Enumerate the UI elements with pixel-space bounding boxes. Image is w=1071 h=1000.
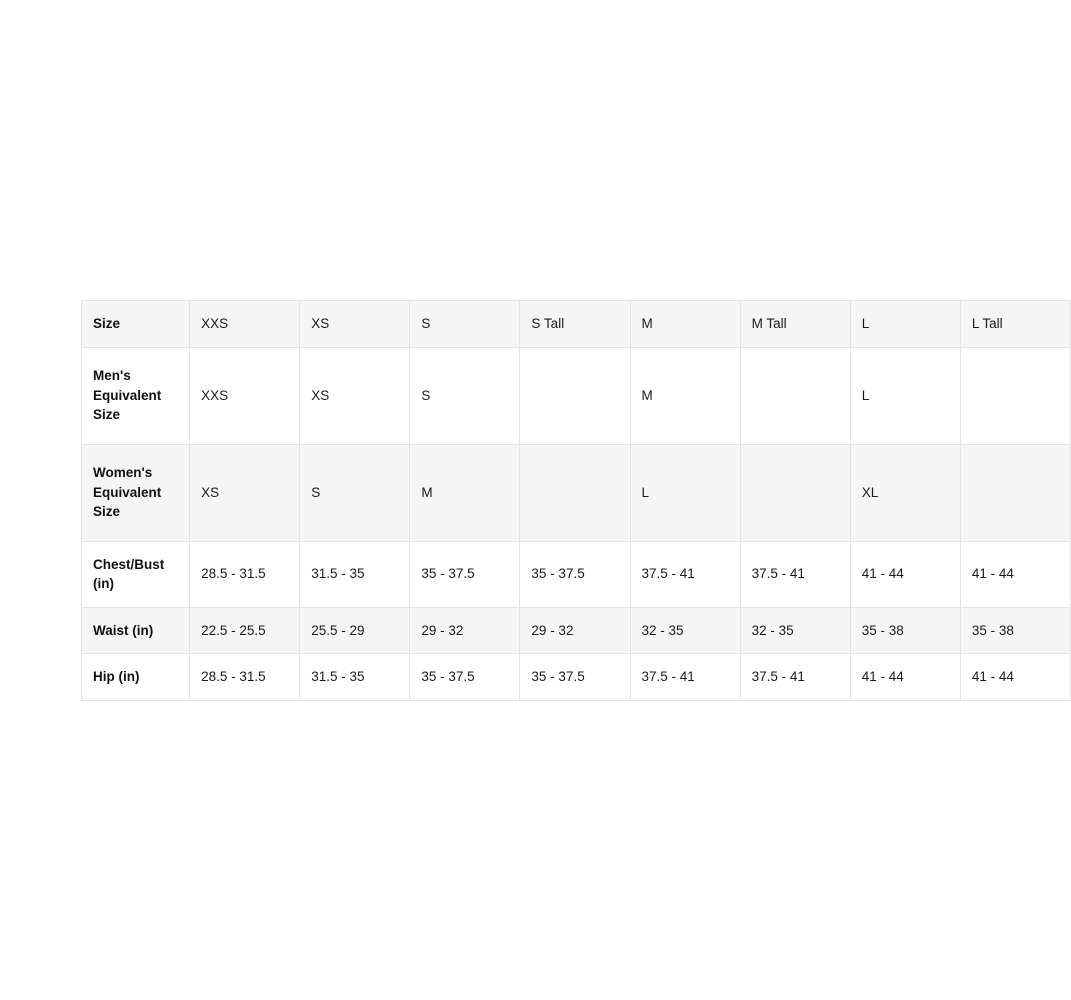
cell-womens-l-tall bbox=[960, 444, 1070, 541]
cell-waist-s-tall: 29 - 32 bbox=[520, 607, 630, 654]
cell-waist-s: 29 - 32 bbox=[410, 607, 520, 654]
cell-waist-m-tall: 32 - 35 bbox=[740, 607, 850, 654]
cell-mens-s-tall bbox=[520, 347, 630, 444]
cell-chest-m: 37.5 - 41 bbox=[630, 541, 740, 607]
cell-size-xs: XS bbox=[300, 301, 410, 348]
cell-chest-xs: 31.5 - 35 bbox=[300, 541, 410, 607]
row-header-size: Size bbox=[82, 301, 190, 348]
cell-waist-m: 32 - 35 bbox=[630, 607, 740, 654]
cell-hip-s: 35 - 37.5 bbox=[410, 654, 520, 701]
table-row-mens-equivalent-size bbox=[82, 347, 1071, 444]
cell-size-l: L bbox=[850, 301, 960, 348]
cell-womens-s: M bbox=[410, 444, 520, 541]
cell-hip-s-tall: 35 - 37.5 bbox=[520, 654, 630, 701]
cell-hip-xxs: 28.5 - 31.5 bbox=[190, 654, 300, 701]
cell-womens-xs: S bbox=[300, 444, 410, 541]
table-row-waist bbox=[82, 607, 1071, 654]
row-header-womens-equivalent-size: Women's Equivalent Size bbox=[82, 444, 190, 541]
cell-hip-l-tall: 41 - 44 bbox=[960, 654, 1070, 701]
cell-waist-l-tall: 35 - 38 bbox=[960, 607, 1070, 654]
cell-hip-m: 37.5 - 41 bbox=[630, 654, 740, 701]
cell-chest-xxs: 28.5 - 31.5 bbox=[190, 541, 300, 607]
cell-mens-xs: XS bbox=[300, 347, 410, 444]
cell-chest-m-tall: 37.5 - 41 bbox=[740, 541, 850, 607]
cell-size-l-tall: L Tall bbox=[960, 301, 1070, 348]
cell-size-s: S bbox=[410, 301, 520, 348]
cell-size-m-tall: M Tall bbox=[740, 301, 850, 348]
row-header-chest-bust: Chest/Bust (in) bbox=[82, 541, 190, 607]
cell-waist-xxs: 22.5 - 25.5 bbox=[190, 607, 300, 654]
cell-mens-xxs: XXS bbox=[190, 347, 300, 444]
cell-chest-s: 35 - 37.5 bbox=[410, 541, 520, 607]
table-row-womens-equivalent-size bbox=[82, 444, 1071, 541]
cell-hip-xs: 31.5 - 35 bbox=[300, 654, 410, 701]
cell-size-xxs: XXS bbox=[190, 301, 300, 348]
cell-waist-l: 35 - 38 bbox=[850, 607, 960, 654]
cell-mens-m: M bbox=[630, 347, 740, 444]
cell-womens-l: XL bbox=[850, 444, 960, 541]
cell-mens-m-tall bbox=[740, 347, 850, 444]
cell-chest-l-tall: 41 - 44 bbox=[960, 541, 1070, 607]
cell-size-s-tall: S Tall bbox=[520, 301, 630, 348]
cell-hip-l: 41 - 44 bbox=[850, 654, 960, 701]
cell-mens-l-tall bbox=[960, 347, 1070, 444]
table-row-size bbox=[82, 301, 1071, 348]
cell-chest-s-tall: 35 - 37.5 bbox=[520, 541, 630, 607]
table-row-hip bbox=[82, 654, 1071, 701]
cell-waist-xs: 25.5 - 29 bbox=[300, 607, 410, 654]
cell-hip-m-tall: 37.5 - 41 bbox=[740, 654, 850, 701]
cell-womens-xxs: XS bbox=[190, 444, 300, 541]
cell-womens-m: L bbox=[630, 444, 740, 541]
size-chart-container bbox=[81, 300, 1014, 701]
cell-womens-s-tall bbox=[520, 444, 630, 541]
row-header-hip: Hip (in) bbox=[82, 654, 190, 701]
cell-mens-s: S bbox=[410, 347, 520, 444]
cell-mens-l: L bbox=[850, 347, 960, 444]
table-row-chest-bust bbox=[82, 541, 1071, 607]
cell-size-m: M bbox=[630, 301, 740, 348]
row-header-mens-equivalent-size: Men's Equivalent Size bbox=[82, 347, 190, 444]
cell-womens-m-tall bbox=[740, 444, 850, 541]
row-header-waist: Waist (in) bbox=[82, 607, 190, 654]
cell-chest-l: 41 - 44 bbox=[850, 541, 960, 607]
size-chart-table bbox=[81, 300, 1071, 701]
